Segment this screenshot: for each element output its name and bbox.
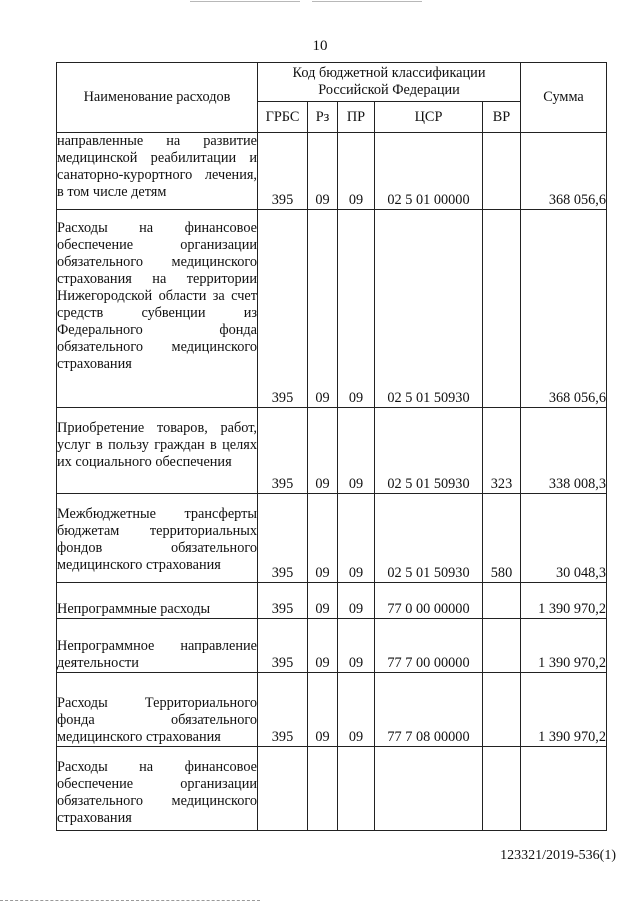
row-grbs: 395 <box>258 133 308 210</box>
header-csr: ЦСР <box>375 102 483 133</box>
row-rz: 09 <box>308 673 338 747</box>
row-sum: 1 390 970,2 <box>521 673 607 747</box>
row-pr: 09 <box>338 408 375 494</box>
row-vr <box>483 133 521 210</box>
row-name: Расходы Территориального фонда обязательного медицинского страхования <box>57 673 258 747</box>
row-rz: 09 <box>308 494 338 583</box>
table-row <box>57 747 607 831</box>
row-name: Непрограммные расходы <box>57 583 258 619</box>
row-grbs: 395 <box>258 494 308 583</box>
header-pr: ПР <box>338 102 375 133</box>
row-name: Приобретение товаров, работ, услуг в пользу граждан в целях их социального обеспечения <box>57 408 258 494</box>
row-pr: 09 <box>338 133 375 210</box>
header-name: Наименование расходов <box>57 63 258 133</box>
row-sum <box>521 747 607 831</box>
row-name: Расходы на финансовое обеспечение организации обязательного медицинского страхования на территории Нижегородской области за счет средств субвенции из Федерального фонда обязательного медицинского страхования <box>57 210 258 408</box>
row-pr: 09 <box>338 583 375 619</box>
header-sum: Сумма <box>521 63 607 133</box>
row-pr: 09 <box>338 210 375 408</box>
row-csr <box>375 747 483 831</box>
row-name: Расходы на финансовое обеспечение организации обязательного медицинского страхования <box>57 747 258 831</box>
row-rz: 09 <box>308 408 338 494</box>
row-sum: 368 056,6 <box>521 210 607 408</box>
table-row <box>57 210 607 408</box>
page-number: 10 <box>312 38 328 54</box>
scan-artifact-bottom <box>0 900 260 904</box>
row-grbs: 395 <box>258 619 308 673</box>
row-csr: 77 7 00 00000 <box>375 619 483 673</box>
table-row <box>57 408 607 494</box>
table-row <box>57 619 607 673</box>
row-vr <box>483 673 521 747</box>
header-rz: Рз <box>308 102 338 133</box>
row-grbs: 395 <box>258 673 308 747</box>
row-csr: 02 5 01 00000 <box>375 133 483 210</box>
row-grbs <box>258 747 308 831</box>
row-vr <box>483 583 521 619</box>
scan-artifact-top-right <box>312 1 422 2</box>
row-name: Межбюджетные трансферты бюджетам территориальных фондов обязательного медицинского страхования <box>57 494 258 583</box>
scan-artifact-top-left <box>190 1 300 2</box>
row-csr: 02 5 01 50930 <box>375 494 483 583</box>
row-grbs: 395 <box>258 408 308 494</box>
row-vr: 580 <box>483 494 521 583</box>
budget-table <box>56 62 607 831</box>
row-csr: 77 7 08 00000 <box>375 673 483 747</box>
table-row <box>57 494 607 583</box>
row-rz: 09 <box>308 133 338 210</box>
document-code: 123321/2019-536(1) <box>500 848 616 863</box>
header-code-group: Код бюджетной классификации Российской Федерации <box>258 63 521 102</box>
row-sum: 338 008,3 <box>521 408 607 494</box>
row-name: Непрограммное направление деятельности <box>57 619 258 673</box>
row-vr <box>483 747 521 831</box>
row-csr: 02 5 01 50930 <box>375 408 483 494</box>
row-csr: 02 5 01 50930 <box>375 210 483 408</box>
row-name: направленные на развитие медицинской реабилитации и санаторно-курортного лечения, в том числе детям <box>57 133 258 210</box>
table-row <box>57 583 607 619</box>
row-vr <box>483 619 521 673</box>
row-sum: 1 390 970,2 <box>521 583 607 619</box>
row-grbs: 395 <box>258 583 308 619</box>
header-grbs: ГРБС <box>258 102 308 133</box>
row-sum: 1 390 970,2 <box>521 619 607 673</box>
row-pr: 09 <box>338 494 375 583</box>
row-rz <box>308 747 338 831</box>
row-csr: 77 0 00 00000 <box>375 583 483 619</box>
row-rz: 09 <box>308 583 338 619</box>
row-sum: 30 048,3 <box>521 494 607 583</box>
row-rz: 09 <box>308 619 338 673</box>
header-vr: ВР <box>483 102 521 133</box>
row-rz: 09 <box>308 210 338 408</box>
row-vr <box>483 210 521 408</box>
row-pr: 09 <box>338 673 375 747</box>
table-row <box>57 673 607 747</box>
row-sum: 368 056,6 <box>521 133 607 210</box>
row-vr: 323 <box>483 408 521 494</box>
row-pr <box>338 747 375 831</box>
table-row <box>57 133 607 210</box>
row-grbs: 395 <box>258 210 308 408</box>
row-pr: 09 <box>338 619 375 673</box>
